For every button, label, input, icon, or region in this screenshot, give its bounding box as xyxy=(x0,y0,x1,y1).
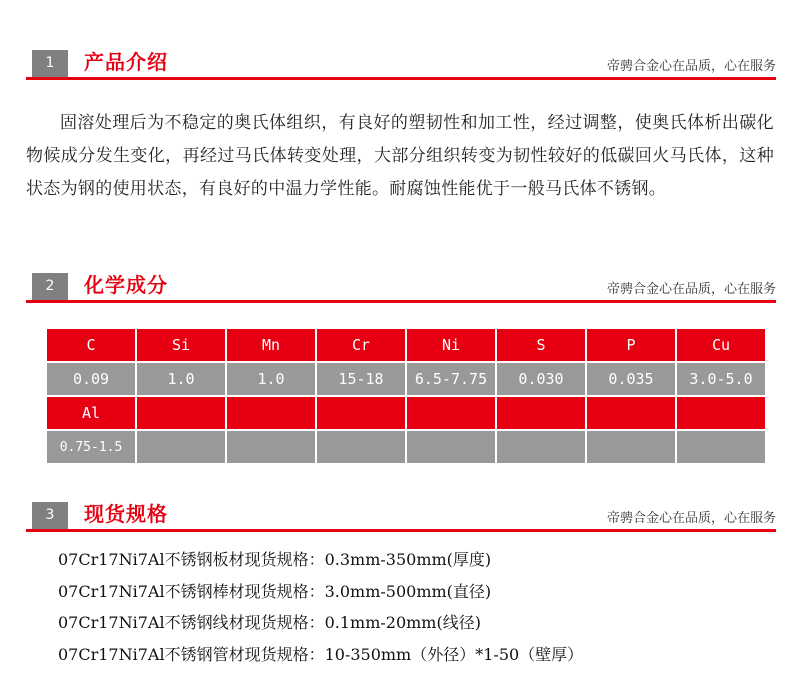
list-item: 07Cr17Ni7Al不锈钢棒材现货规格：3.0mm-500mm(直径) xyxy=(58,581,492,601)
section-title: 现货规格 xyxy=(84,502,168,526)
table-header-cell xyxy=(317,397,405,429)
table-header-cell: P xyxy=(587,329,675,361)
table-header-cell: C xyxy=(47,329,135,361)
table-cell: 15-18 xyxy=(317,363,405,395)
table-cell: 6.5-7.75 xyxy=(407,363,495,395)
table-cell: 1.0 xyxy=(227,363,315,395)
table-header-cell xyxy=(677,397,765,429)
table-header-cell xyxy=(587,397,675,429)
table-cell xyxy=(317,431,405,463)
section-divider xyxy=(26,77,776,80)
chemical-composition-table xyxy=(45,327,767,465)
table-cell xyxy=(587,431,675,463)
table-header-cell xyxy=(497,397,585,429)
section-header-intro xyxy=(26,40,776,80)
table-cell xyxy=(677,431,765,463)
table-header-cell xyxy=(407,397,495,429)
table-header-cell xyxy=(227,397,315,429)
table-cell: 0.75-1.5 xyxy=(47,431,135,463)
list-item: 07Cr17Ni7Al不锈钢板材现货规格：0.3mm-350mm(厚度) xyxy=(58,550,492,569)
section-header-chemistry xyxy=(26,263,776,303)
table-row xyxy=(47,431,765,463)
table-cell xyxy=(137,431,225,463)
table-header-row xyxy=(47,397,765,429)
section-title: 化学成分 xyxy=(84,273,168,297)
section-tagline: 帝骋合金心在品质，心在服务 xyxy=(606,511,776,526)
table-header-cell: Ni xyxy=(407,329,495,361)
section-title: 产品介绍 xyxy=(84,50,168,74)
table-header-cell: Al xyxy=(47,397,135,429)
stock-specs-list xyxy=(58,544,583,670)
table-cell: 1.0 xyxy=(137,363,225,395)
table-cell: 0.09 xyxy=(47,363,135,395)
table-cell: 0.035 xyxy=(587,363,675,395)
table-header-cell: Cr xyxy=(317,329,405,361)
table-header-cell xyxy=(137,397,225,429)
list-item: 07Cr17Ni7Al不锈钢线材现货规格：0.1mm-20mm(线径) xyxy=(58,613,481,632)
section-header-specs xyxy=(26,492,776,532)
table-header-cell: S xyxy=(497,329,585,361)
table-header-cell: Cu xyxy=(677,329,765,361)
product-intro-text: 固溶处理后为不稳定的奥氏体组织，有良好的塑韧性和加工性，经过调整，使奥氏体析出碳化物候成分发生变化，再经过马氏体转变处理，大部分组织转变为韧性较好的低碳回火马氏体，这种状态为钢的使用状态，有良好的中温力学性能。耐腐蚀性能优于一般马氏体不锈钢。 xyxy=(26,113,774,199)
table-row xyxy=(47,363,765,395)
table-header-row xyxy=(47,329,765,361)
list-item: 07Cr17Ni7Al不锈钢管材现货规格：10-350mm（外径）*1-50（壁厚） xyxy=(58,644,584,664)
table-cell xyxy=(497,431,585,463)
table-cell: 3.0-5.0 xyxy=(677,363,765,395)
table-cell xyxy=(227,431,315,463)
table-cell xyxy=(407,431,495,463)
section-number: 1 xyxy=(32,50,68,77)
section-number: 3 xyxy=(32,502,68,529)
section-divider xyxy=(26,529,776,532)
section-tagline: 帝骋合金心在品质，心在服务 xyxy=(606,282,776,297)
table-cell: 0.030 xyxy=(497,363,585,395)
section-divider xyxy=(26,300,776,303)
table-header-cell: Si xyxy=(137,329,225,361)
section-number: 2 xyxy=(32,273,68,300)
table-header-cell: Mn xyxy=(227,329,315,361)
section-tagline: 帝骋合金心在品质，心在服务 xyxy=(606,59,776,74)
